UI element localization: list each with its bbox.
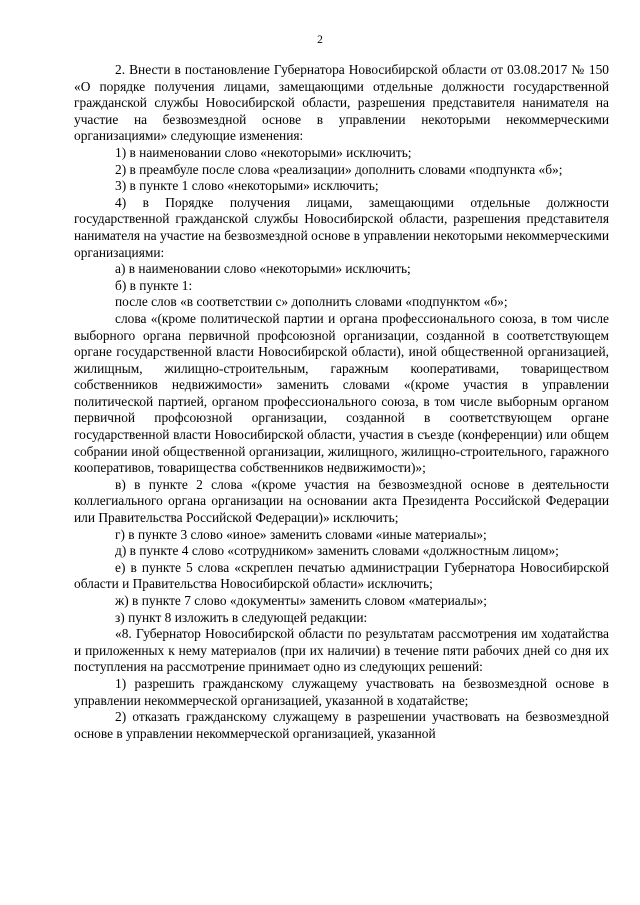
subitem-g: г) в пункте 3 слово «иное» заменить словами «иные материалы»; [115,526,487,542]
decision-option-1: 1) разрешить гражданскому служащему участвовать на безвозмездной основе в управлении некоммерческой организацией, указанной в ходатайстве; [74,675,609,708]
subitem-2: 2) в преамбуле после слова «реализации» дополнить словами «подпункта «б»; [115,161,563,177]
quoted-item-8: «8. Губернатор Новосибирской области по результатам рассмотрения им ходатайства и приложенных к нему материалов (при их наличии) в течение пяти рабочих дней со дня их поступления на рассмотрение принимает одно из следующих решений: [74,626,609,675]
subitem-b-text-2: слова «(кроме политической партии и органа профессионального союза, в том числе выборного органа первичной профсоюзной организации, созданной в соответствующем органе государственной власти Новосибирской области), иной общественной организацией, жилищным, жилищно-строительным, гаражным кооперативами, товариществом собственников недвижимости» заменить словами «(кроме участия в управлении политической партией, органом профессионального союза, в том числе выборным органом первичной профсоюзной организации, созданной в соответствующем органе государственной власти Новосибирской области, участия в съезде (конференции) или общем собрании иной общественной организации, жилищного, жилищно-строительного, гаражного кооперативов, товарищества собственников недвижимости)»; [74,310,609,476]
page-number: 2 [317,34,323,46]
subitem-1: 1) в наименовании слово «некоторыми» исключить; [115,144,412,160]
subitem-d: д) в пункте 4 слово «сотрудником» заменить словами «должностным лицом»; [115,543,559,559]
decision-option-2: 2) отказать гражданскому служащему в разрешении участвовать на безвозмездной основе в управлении некоммерческой организацией, указанной [74,709,609,741]
subitem-v: в) в пункте 2 слова «(кроме участия на безвозмездной основе в деятельности коллегиального органа организации на основании акта Президента Российской Федерации или Правительства Российской Федерации)» исключить; [74,476,609,526]
document-body [74,62,609,742]
paragraph-item-2: 2. Внести в постановление Губернатора Новосибирской области от 03.08.2017 № 150 «О порядке получения лицами, замещающими отдельные должности государственной гражданской службы Новосибирской области, разрешения представителя нанимателя на участие на безвозмездной основе в управлении некоторыми некоммерческими организациями» следующие изменения: [74,62,609,144]
subitem-z: з) пункт 8 изложить в следующей редакции: [115,609,368,625]
subitem-4: 4) в Порядке получения лицами, замещающими отдельные должности государственной гражданской службы Новосибирской области, разрешения представителя нанимателя на участие на безвозмездной основе в управлении некоторыми некоммерческими организациями: [74,194,609,260]
subitem-3: 3) в пункте 1 слово «некоторыми» исключить; [115,178,379,194]
subitem-b-text-1: после слов «в соответствии с» дополнить словами «подпунктом «б»; [115,294,508,310]
subitem-e: е) в пункте 5 слова «скреплен печатью администрации Губернатора Новосибирской области и Правительства Новосибирской области» исключить; [74,559,609,592]
subitem-b: б) в пункте 1: [115,277,193,293]
subitem-a: а) в наименовании слово «некоторыми» исключить; [115,261,411,277]
subitem-zh: ж) в пункте 7 слово «документы» заменить словом «материалы»; [115,593,487,608]
